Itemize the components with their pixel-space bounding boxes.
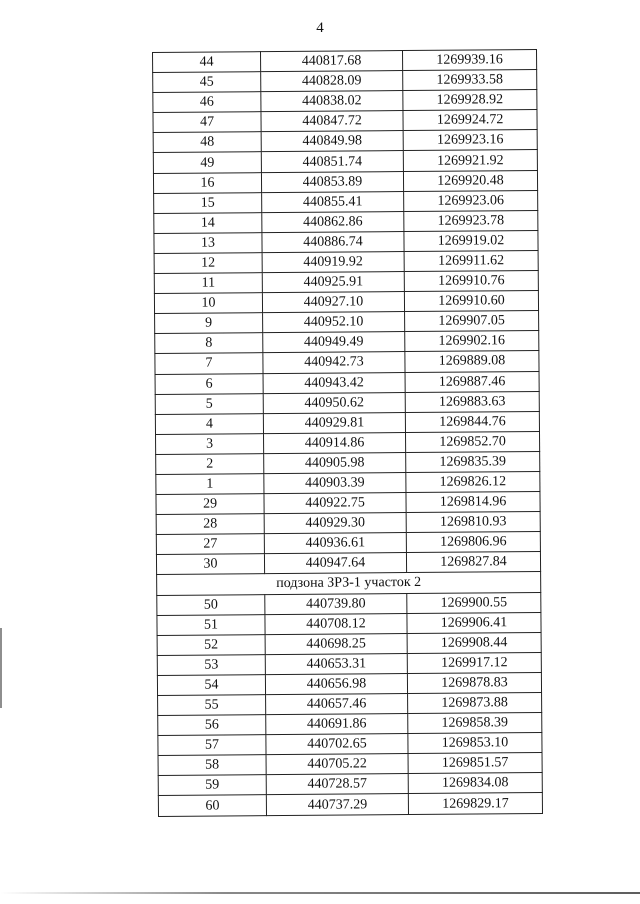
table-row [157, 612, 541, 635]
point-number-cell: 60 [158, 795, 266, 816]
y-coordinate-cell: 1269844.76 [405, 411, 539, 432]
point-number-cell: 47 [153, 112, 261, 133]
y-coordinate-cell: 1269889.08 [405, 351, 539, 372]
point-number-cell: 13 [154, 232, 262, 253]
coordinates-table [152, 49, 543, 817]
table-row [154, 190, 538, 213]
point-number-cell: 1 [156, 474, 264, 495]
x-coordinate-cell: 440922.75 [264, 493, 406, 514]
point-number-cell: 16 [153, 172, 261, 193]
x-coordinate-cell: 440905.98 [264, 452, 406, 473]
y-coordinate-cell: 1269939.16 [402, 49, 536, 70]
y-coordinate-cell: 1269858.39 [408, 713, 542, 734]
coordinates-rows-top [153, 49, 541, 574]
point-number-cell: 48 [153, 132, 261, 153]
table-row [158, 773, 542, 796]
x-coordinate-cell: 440927.10 [262, 292, 404, 313]
x-coordinate-cell: 440855.41 [262, 191, 404, 212]
point-number-cell: 27 [156, 534, 264, 555]
table-row [157, 632, 541, 655]
point-number-cell: 4 [155, 413, 263, 434]
point-number-cell: 59 [158, 775, 266, 796]
table-row [158, 713, 542, 736]
x-coordinate-cell: 440849.98 [261, 131, 403, 152]
table-row [153, 90, 537, 113]
x-coordinate-cell: 440705.22 [266, 754, 408, 775]
y-coordinate-cell: 1269806.96 [406, 532, 540, 553]
table-row [158, 753, 542, 776]
y-coordinate-cell: 1269910.76 [404, 271, 538, 292]
x-coordinate-cell: 440943.42 [263, 372, 405, 393]
x-coordinate-cell: 440947.64 [264, 553, 406, 574]
point-number-cell: 14 [154, 212, 262, 233]
table-row [158, 793, 542, 816]
y-coordinate-cell: 1269835.39 [406, 451, 540, 472]
page-number: 4 [316, 20, 324, 36]
point-number-cell: 15 [154, 192, 262, 213]
scan-edge-mark [0, 628, 2, 708]
y-coordinate-cell: 1269853.10 [408, 733, 542, 754]
x-coordinate-cell: 440851.74 [261, 151, 403, 172]
y-coordinate-cell: 1269919.02 [404, 230, 538, 251]
x-coordinate-cell: 440828.09 [261, 71, 403, 92]
x-coordinate-cell: 440698.25 [265, 633, 407, 654]
x-coordinate-cell: 440853.89 [261, 171, 403, 192]
x-coordinate-cell: 440936.61 [264, 533, 406, 554]
table-row [156, 492, 540, 515]
y-coordinate-cell: 1269810.93 [406, 512, 540, 533]
point-number-cell: 9 [155, 313, 263, 334]
table-row [153, 130, 537, 153]
x-coordinate-cell: 440862.86 [262, 211, 404, 232]
x-coordinate-cell: 440702.65 [266, 734, 408, 755]
y-coordinate-cell: 1269851.57 [408, 753, 542, 774]
y-coordinate-cell: 1269910.60 [404, 291, 538, 312]
point-number-cell: 5 [155, 393, 263, 414]
x-coordinate-cell: 440925.91 [262, 272, 404, 293]
y-coordinate-cell: 1269933.58 [403, 70, 537, 91]
x-coordinate-cell: 440838.02 [261, 91, 403, 112]
x-coordinate-cell: 440737.29 [266, 794, 408, 815]
scan-bottom-line [0, 892, 640, 894]
x-coordinate-cell: 440656.98 [265, 673, 407, 694]
point-number-cell: 58 [158, 755, 266, 776]
table-row [154, 210, 538, 233]
x-coordinate-cell: 440950.62 [263, 392, 405, 413]
y-coordinate-cell: 1269923.06 [404, 190, 538, 211]
table-row [154, 250, 538, 273]
y-coordinate-cell: 1269887.46 [405, 371, 539, 392]
point-number-cell: 55 [158, 695, 266, 716]
table-row [156, 451, 540, 474]
table-row [156, 552, 540, 575]
table-row [155, 311, 539, 334]
table-row [155, 371, 539, 394]
table-row [157, 672, 541, 695]
table-row [155, 331, 539, 354]
y-coordinate-cell: 1269834.08 [408, 773, 542, 794]
y-coordinate-cell: 1269814.96 [406, 492, 540, 513]
point-number-cell: 7 [155, 353, 263, 374]
x-coordinate-cell: 440657.46 [266, 694, 408, 715]
y-coordinate-cell: 1269852.70 [405, 431, 539, 452]
table-row [153, 49, 537, 72]
y-coordinate-cell: 1269908.44 [407, 632, 541, 653]
y-coordinate-cell: 1269827.84 [406, 552, 540, 573]
point-number-cell: 50 [157, 594, 265, 615]
table-row [156, 532, 540, 555]
x-coordinate-cell: 440903.39 [264, 472, 406, 493]
table-row [153, 110, 537, 133]
table-row [156, 512, 540, 535]
x-coordinate-cell: 440739.80 [265, 593, 407, 614]
point-number-cell: 29 [156, 494, 264, 515]
y-coordinate-cell: 1269829.17 [408, 793, 542, 814]
y-coordinate-cell: 1269906.41 [407, 612, 541, 633]
point-number-cell: 53 [157, 654, 265, 675]
point-number-cell: 2 [156, 454, 264, 475]
point-number-cell: 28 [156, 514, 264, 535]
point-number-cell: 45 [153, 72, 261, 93]
y-coordinate-cell: 1269917.12 [407, 652, 541, 673]
table-row [155, 411, 539, 434]
table-row [158, 692, 542, 715]
x-coordinate-cell: 440886.74 [262, 231, 404, 252]
x-coordinate-cell: 440942.73 [263, 352, 405, 373]
y-coordinate-cell: 1269928.92 [403, 90, 537, 111]
table-row [153, 150, 537, 173]
y-coordinate-cell: 1269878.83 [407, 672, 541, 693]
point-number-cell: 56 [158, 715, 266, 736]
section-title: подзона ЗРЗ-1 участок 2 [157, 572, 541, 595]
x-coordinate-cell: 440708.12 [265, 613, 407, 634]
point-number-cell: 49 [153, 152, 261, 173]
x-coordinate-cell: 440949.49 [263, 332, 405, 353]
point-number-cell: 57 [158, 735, 266, 756]
point-number-cell: 8 [155, 333, 263, 354]
point-number-cell: 11 [154, 273, 262, 294]
point-number-cell: 3 [156, 433, 264, 454]
x-coordinate-cell: 440914.86 [263, 432, 405, 453]
x-coordinate-cell: 440952.10 [263, 312, 405, 333]
y-coordinate-cell: 1269923.78 [404, 210, 538, 231]
table-row [153, 70, 537, 93]
point-number-cell: 46 [153, 92, 261, 113]
y-coordinate-cell: 1269873.88 [408, 692, 542, 713]
point-number-cell: 6 [155, 373, 263, 394]
point-number-cell: 10 [154, 293, 262, 314]
x-coordinate-cell: 440919.92 [262, 251, 404, 272]
table-row [157, 592, 541, 615]
y-coordinate-cell: 1269907.05 [405, 311, 539, 332]
table-row [156, 431, 540, 454]
x-coordinate-cell: 440728.57 [266, 774, 408, 795]
y-coordinate-cell: 1269902.16 [405, 331, 539, 352]
y-coordinate-cell: 1269921.92 [403, 150, 537, 171]
y-coordinate-cell: 1269883.63 [405, 391, 539, 412]
point-number-cell: 52 [157, 634, 265, 655]
table-row [155, 351, 539, 374]
point-number-cell: 51 [157, 614, 265, 635]
y-coordinate-cell: 1269900.55 [407, 592, 541, 613]
x-coordinate-cell: 440929.30 [264, 513, 406, 534]
y-coordinate-cell: 1269826.12 [406, 471, 540, 492]
table-row [154, 271, 538, 294]
table-row [158, 733, 542, 756]
coordinates-rows-bottom [157, 592, 543, 816]
point-number-cell: 44 [153, 52, 261, 73]
table-row [153, 170, 537, 193]
point-number-cell: 54 [157, 675, 265, 696]
point-number-cell: 30 [156, 554, 264, 575]
coordinates-table-container [152, 49, 542, 817]
y-coordinate-cell: 1269920.48 [403, 170, 537, 191]
table-row [154, 291, 538, 314]
y-coordinate-cell: 1269911.62 [404, 250, 538, 271]
point-number-cell: 12 [154, 253, 262, 274]
y-coordinate-cell: 1269924.72 [403, 110, 537, 131]
table-row [156, 471, 540, 494]
table-row [157, 652, 541, 675]
x-coordinate-cell: 440929.81 [263, 412, 405, 433]
x-coordinate-cell: 440847.72 [261, 111, 403, 132]
x-coordinate-cell: 440691.86 [266, 714, 408, 735]
x-coordinate-cell: 440817.68 [261, 51, 403, 72]
table-row [154, 230, 538, 253]
y-coordinate-cell: 1269923.16 [403, 130, 537, 151]
table-row [155, 391, 539, 414]
x-coordinate-cell: 440653.31 [265, 653, 407, 674]
